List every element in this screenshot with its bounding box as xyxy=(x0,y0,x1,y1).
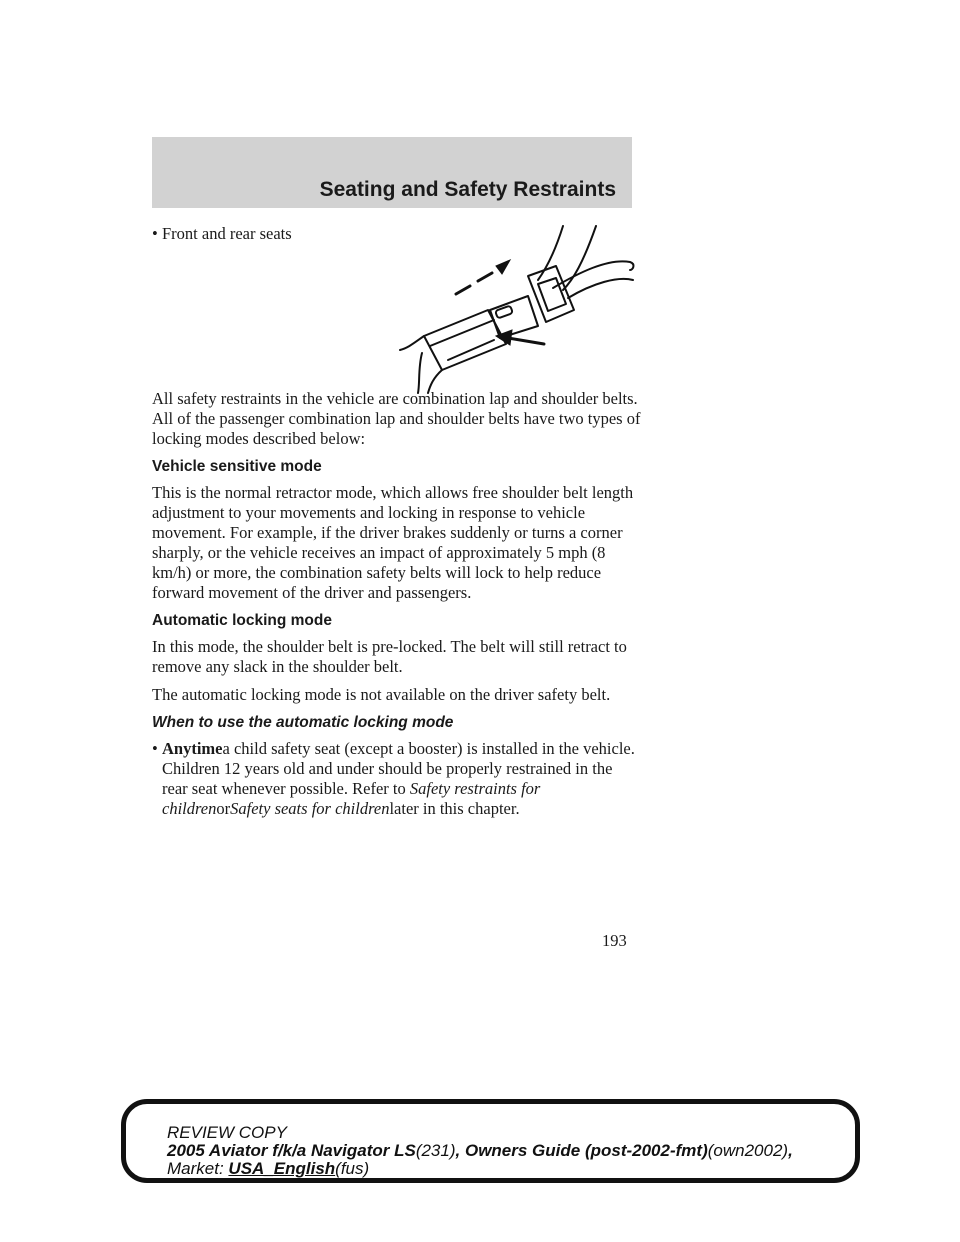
page-number: 193 xyxy=(602,931,627,950)
heading-when-to-use: When to use the automatic locking mode xyxy=(152,714,454,731)
automatic-locking-text: In this mode, the shoulder belt is pre-locked. The belt will still retract to remove any slack in the shoulder belt. xyxy=(152,637,627,676)
review-guide: Owners Guide (post-2002-fmt) xyxy=(464,1141,708,1160)
heading-vehicle-sensitive-mode: Vehicle sensitive mode xyxy=(152,458,322,475)
anytime-text: a child safety seat (except a booster) is installed in the vehicle. Children 12 years old and under should be properly restrained in the rear seat whenever possible. Refer to xyxy=(162,739,635,798)
review-sep-2: , xyxy=(788,1141,793,1160)
header-band xyxy=(152,137,632,208)
ref-safety-seats-children: Safety seats for children xyxy=(230,799,390,818)
anytime-lead: Anytime xyxy=(162,739,223,758)
page-content xyxy=(152,222,642,819)
review-line-3 xyxy=(167,1160,857,1178)
page-title: Seating and Safety Restraints xyxy=(319,178,616,201)
review-model-code: (231) xyxy=(415,1141,456,1160)
review-guide-code: (own2002) xyxy=(707,1141,789,1160)
heading-automatic-locking-mode: Automatic locking mode xyxy=(152,612,332,629)
bullet-front-rear-seats xyxy=(152,224,642,244)
intro-paragraph: All safety restraints in the vehicle are combination lap and shoulder belts. All of the passenger combination lap and shoulder belts have two types of locking modes described below: xyxy=(152,389,641,448)
bullet-anytime xyxy=(152,739,642,819)
bullet-dot: • xyxy=(152,224,158,243)
anytime-end: later in this chapter. xyxy=(389,799,520,818)
review-line-1: REVIEW COPY xyxy=(167,1123,287,1142)
review-market: USA_English xyxy=(228,1159,336,1178)
review-line-2 xyxy=(167,1142,857,1160)
review-market-label: Market: xyxy=(167,1159,224,1178)
driver-belt-note: The automatic locking mode is not available on the driver safety belt. xyxy=(152,685,611,704)
bullet-dot: • xyxy=(152,739,158,758)
review-market-code: (fus) xyxy=(335,1159,370,1178)
ref-safety-restraints-children: Safety restraints for children xyxy=(162,779,541,818)
vehicle-sensitive-text: This is the normal retractor mode, which allows free shoulder belt length adjustment to your movements and locking in response to vehicle movement. For example, if the driver brakes suddenly or turns a corner sharply, or the vehicle receives an impact of approximately 5 mph (8 km/h) or more, the combination safety belts will lock to help reduce forward movement of the driver and passengers. xyxy=(152,483,634,602)
review-copy-text xyxy=(167,1124,857,1178)
review-sep-1: , xyxy=(455,1141,461,1160)
bullet-text: Front and rear seats xyxy=(162,224,292,243)
review-model: 2005 Aviator f/k/a Navigator LS xyxy=(167,1141,416,1160)
anytime-or: or xyxy=(216,799,231,818)
